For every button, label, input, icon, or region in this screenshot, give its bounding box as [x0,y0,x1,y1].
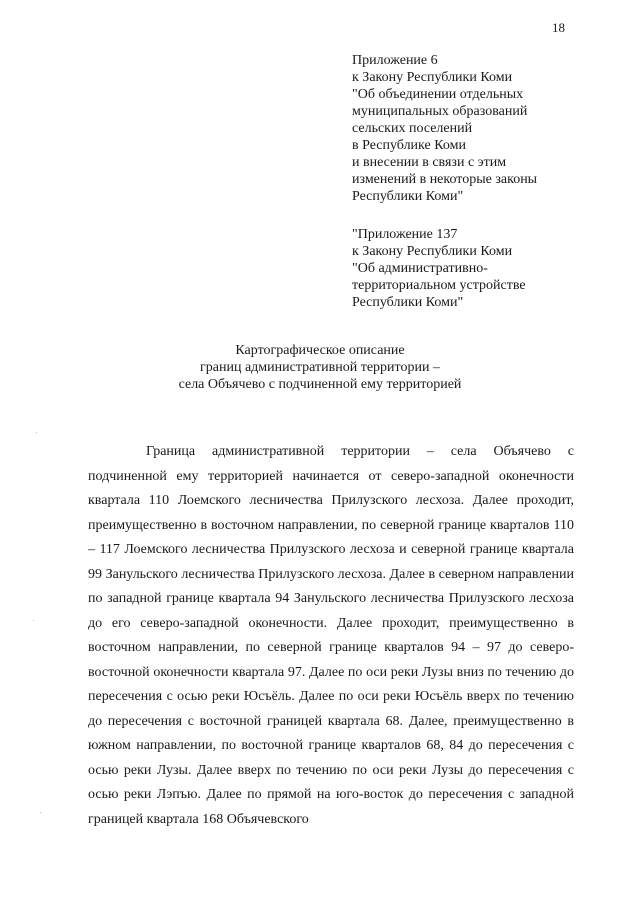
appendix-header-block-2: "Приложение 137 к Закону Республики Коми "Об административно- территориальном устройстве Республики Коми" [352,227,526,310]
page-number: 18 [552,20,565,35]
body-paragraph: Граница административной территории – села Объячево с подчиненной ему территорией начинается от северо-западной оконечности квартала 110 Лоемского лесничества Прилузского лесхоза. Далее проходит, преимущественно в восточном направлении, по северной границе кварталов 110 – 117 Лоемского лесничества Прилузского лесхоза и северной границе квартала 99 Занульского лесничества Прилузского лесхоза. Далее в северном направлении по западной границе квартала 94 Занульского лесничества Прилузского лесхоза до его северо-западной оконечности. Далее проходит, преимущественно в восточном направлении, по северной границе кварталов 94 – 97 до северо-восточной оконечности квартала 97. Далее по оси реки Лузы вниз по течению до пересечения с осью реки Юсъёль. Далее по оси реки Юсъёль вверх по течению до пересечения с восточной границей квартала 68. Далее, преимущественно в южном направлении, по восточной границе кварталов 68, 84 до пересечения с осью реки Лузы. Далее вверх по течению по оси реки Лузы до пересечения с осью реки Лэпъю. Далее по прямой на юго-восток до пересечения с западной границей квартала 168 Объячевского [88,444,574,827]
appendix-header-block-1: Приложение 6 к Закону Республики Коми "Об объединении отдельных муниципальных образований сельских поселений в Республике Коми и внесении в связи с этим изменений в некоторые законы Республики Коми" [352,53,538,204]
scan-artifact-dot [36,432,37,433]
scan-artifact-dot [33,620,34,621]
scan-artifact-dot [40,812,41,813]
document-title: Картографическое описание границ административной территории – села Объячево с подчиненной ему территорией [178,343,462,392]
